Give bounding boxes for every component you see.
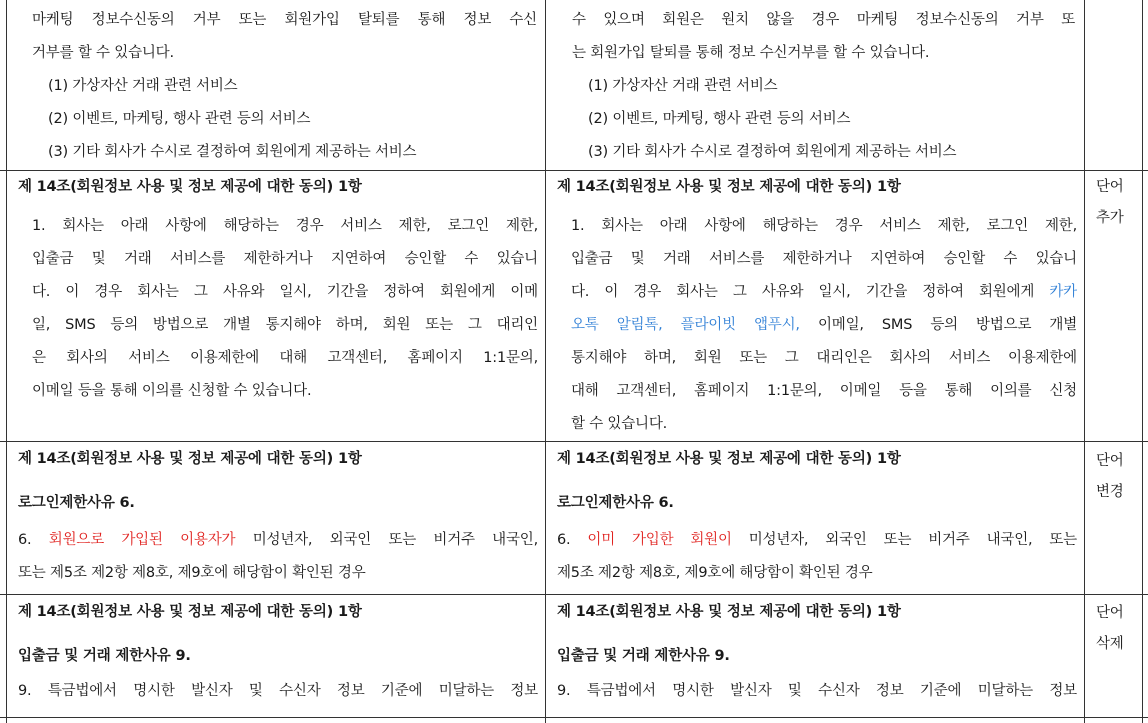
change-note-cell	[1096, 446, 1140, 508]
service-item: (2) 이벤트, 마케팅, 행사 관련 등의 서비스	[588, 111, 851, 127]
change-note: 단어	[1096, 179, 1124, 195]
article-heading: 제 14조(회원정보 사용 및 정보 제공에 대한 동의) 1항	[557, 179, 901, 195]
new-paragraph-line	[557, 524, 1077, 557]
new-paragraph-line: 대해 고객센터, 홈페이지 1:1문의, 이메일 등을 통해 이의를 신청	[571, 383, 1077, 399]
old-paragraph-line: 일, SMS 등의 방법으로 개별 통지해야 하며, 회원 또는 그 대리인	[32, 317, 538, 333]
column-divider	[1084, 0, 1085, 723]
new-paragraph-line: 할 수 있습니다.	[571, 416, 668, 432]
table-border-bottom	[0, 717, 1148, 718]
article-heading: 제 14조(회원정보 사용 및 정보 제공에 대한 동의) 1항	[18, 604, 362, 620]
old-paragraph-line: 다. 이 경우 회사는 그 사유와 일시, 기간을 정하여 회원에게 이메	[32, 284, 538, 300]
service-item: (1) 가상자산 거래 관련 서비스	[48, 78, 238, 94]
paragraph-text: 미성년자, 외국인 또는 비거주 내국인,	[235, 532, 539, 548]
clause-subheading: 입출금 및 거래 제한사유 9.	[557, 648, 730, 664]
new-continuation-cell	[572, 4, 1075, 169]
clause-subheading: 로그인제한사유 6.	[18, 495, 135, 511]
new-paragraph-line: 9. 특금법에서 명시한 발신자 및 수신자 정보 기준에 미달하는 정보	[557, 683, 1077, 699]
article-heading: 제 14조(회원정보 사용 및 정보 제공에 대한 동의) 1항	[557, 451, 901, 467]
service-item: (1) 가상자산 거래 관련 서비스	[588, 78, 778, 94]
article-heading: 제 14조(회원정보 사용 및 정보 제공에 대한 동의) 1항	[18, 451, 362, 467]
old-paragraph-line: 거부를 할 수 있습니다.	[32, 45, 174, 61]
old-paragraph-line	[18, 524, 538, 557]
paragraph-text: 6.	[557, 532, 588, 548]
change-note: 삭제	[1096, 636, 1124, 652]
changed-text: 이미 가입한 회원이	[587, 532, 732, 548]
change-note: 변경	[1096, 484, 1124, 500]
table-border-right	[1142, 0, 1143, 723]
new-paragraph-line: 수 있으며 회원은 원치 않을 경우 마케팅 정보수신동의 거부 또	[572, 12, 1075, 28]
change-note: 단어	[1096, 453, 1124, 469]
paragraph-text: 미성년자, 외국인 또는 비거주 내국인, 또는	[731, 532, 1077, 548]
row-divider	[0, 441, 1148, 442]
old-continuation-cell	[32, 4, 537, 169]
old-paragraph-line: 은 회사의 서비스 이용제한에 대해 고객센터, 홈페이지 1:1문의,	[32, 350, 538, 366]
column-divider	[545, 0, 546, 723]
article-heading: 제 14조(회원정보 사용 및 정보 제공에 대한 동의) 1항	[557, 604, 901, 620]
paragraph-text: 6.	[18, 532, 49, 548]
article-heading: 제 14조(회원정보 사용 및 정보 제공에 대한 동의) 1항	[18, 179, 362, 195]
row-divider	[0, 594, 1148, 595]
added-text: 카카	[1049, 284, 1077, 300]
old-paragraph-line: 이메일 등을 통해 이의를 신청할 수 있습니다.	[32, 383, 312, 399]
table-border-left	[6, 0, 7, 723]
change-note-cell	[1096, 172, 1140, 234]
service-item: (2) 이벤트, 마케팅, 행사 관련 등의 서비스	[48, 111, 311, 127]
old-paragraph-line: 9. 특금법에서 명시한 발신자 및 수신자 정보 기준에 미달하는 정보	[18, 683, 538, 699]
paragraph-text: 이메일, SMS 등의 방법으로 개별	[799, 317, 1077, 333]
new-paragraph-line: 통지해야 하며, 회원 또는 그 대리인은 회사의 서비스 이용제한에	[571, 350, 1077, 366]
old-paragraph-line: 입출금 및 거래 서비스를 제한하거나 지연하여 승인할 수 있습니	[32, 251, 538, 267]
new-paragraph-line: 1. 회사는 아래 사항에 해당하는 경우 서비스 제한, 로그인 제한,	[571, 218, 1077, 234]
old-article-cell	[18, 597, 538, 708]
old-paragraph-line: 1. 회사는 아래 사항에 해당하는 경우 서비스 제한, 로그인 제한,	[32, 218, 538, 234]
change-note-cell	[1096, 598, 1140, 660]
new-article-cell	[557, 597, 1077, 708]
new-article-cell	[557, 172, 1077, 441]
changed-text: 회원으로 가입된 이용자가	[48, 532, 236, 548]
paragraph-text: 다. 이 경우 회사는 그 사유와 일시, 기간을 정하여 회원에게	[571, 284, 1050, 300]
new-paragraph-line: 입출금 및 거래 서비스를 제한하거나 지연하여 승인할 수 있습니	[571, 251, 1077, 267]
old-article-cell	[18, 172, 538, 408]
old-paragraph-line: 또는 제5조 제2항 제8호, 제9호에 해당함이 확인된 경우	[18, 565, 366, 581]
new-paragraph-line	[571, 309, 1077, 342]
added-text: 오톡 알림톡, 플라이빗 앱푸시,	[571, 317, 800, 333]
new-paragraph-line: 제5조 제2항 제8호, 제9호에 해당함이 확인된 경우	[557, 565, 873, 581]
change-note: 단어	[1096, 605, 1124, 621]
old-article-cell	[18, 444, 538, 590]
new-paragraph-line	[571, 276, 1077, 309]
new-paragraph-line: 는 회원가입 탈퇴를 통해 정보 수신거부를 할 수 있습니다.	[572, 45, 930, 61]
change-note: 추가	[1096, 210, 1124, 226]
row-divider	[0, 170, 1148, 171]
clause-subheading: 입출금 및 거래 제한사유 9.	[18, 648, 191, 664]
service-item: (3) 기타 회사가 수시로 결정하여 회원에게 제공하는 서비스	[588, 144, 957, 160]
old-paragraph-line: 마케팅 정보수신동의 거부 또는 회원가입 탈퇴를 통해 정보 수신	[32, 12, 537, 28]
service-item: (3) 기타 회사가 수시로 결정하여 회원에게 제공하는 서비스	[48, 144, 417, 160]
new-article-cell	[557, 444, 1077, 590]
clause-subheading: 로그인제한사유 6.	[557, 495, 674, 511]
